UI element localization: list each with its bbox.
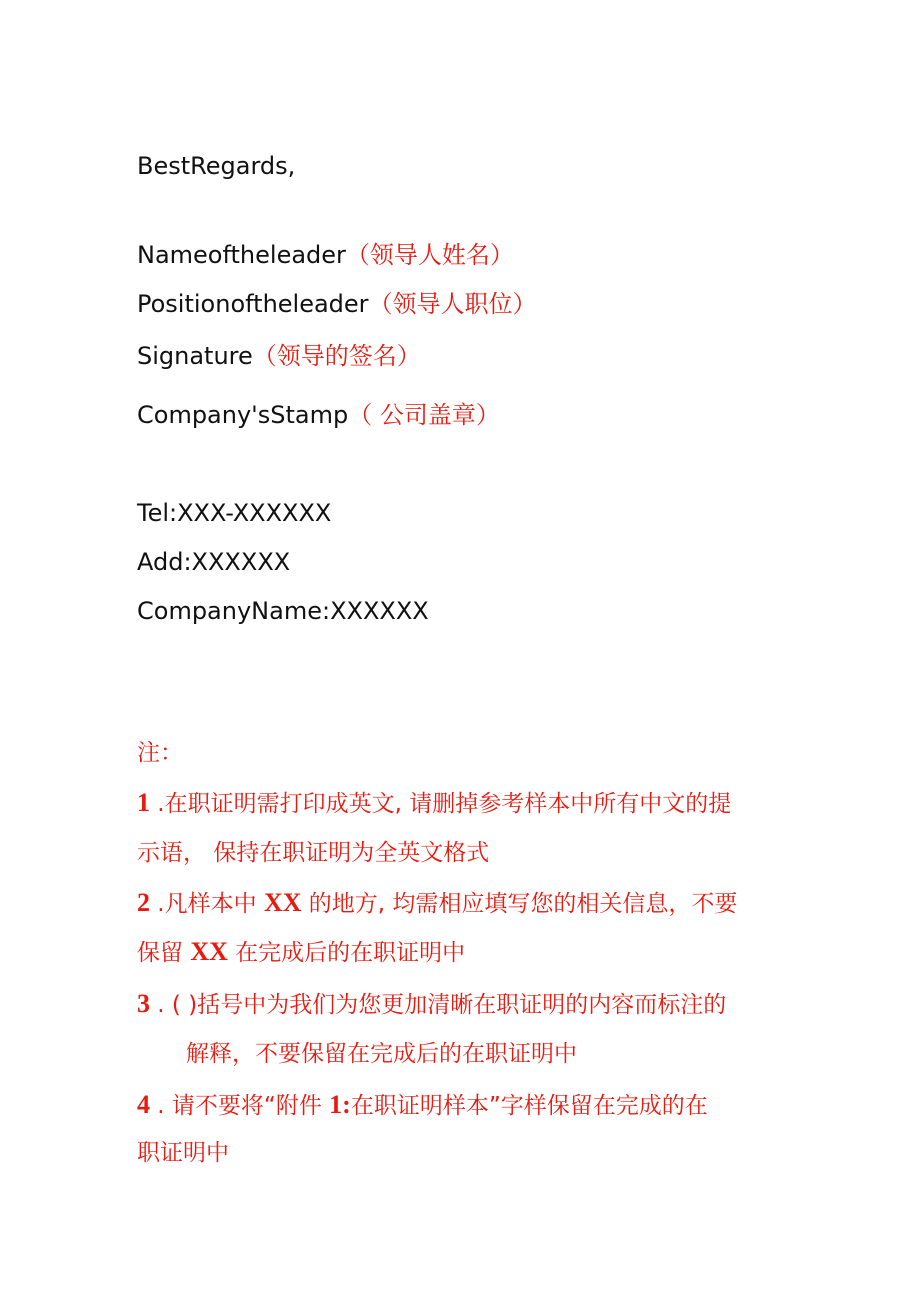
note-2-xx: XX [263,888,302,917]
note-4-number: 4 [137,1090,150,1119]
leader-position-zh: （领导人职位） [368,290,537,318]
signature-zh: （领导的签名） [252,342,421,370]
company-name-text: CompanyName:XXXXXX [137,597,429,625]
note-1-line-2 [137,838,489,868]
company-name-line [137,596,429,626]
tel-text: Tel:XXX-XXXXXX [137,499,332,527]
note-2-line-1 [137,888,737,919]
note-3-number: 3 [137,989,150,1018]
address-line [137,547,290,577]
note-4-line-2 [137,1138,229,1168]
note-4-line-1 [137,1090,708,1121]
closing-line [137,151,295,181]
company-stamp-en: Company'sStamp [137,401,349,429]
note-4-text-c: 在职证明样本”字样保留在完成的在 [350,1093,708,1119]
note-4-text-2: 职证明中 [137,1140,229,1166]
leader-position-line [137,289,537,319]
company-stamp-line [137,400,500,430]
leader-name-zh: （领导人姓名） [345,241,514,269]
note-3-line-2 [186,1039,577,1069]
note-2-xx-2: XX [190,937,228,966]
note-1-line-1 [137,788,731,819]
notes-heading [137,738,183,768]
note-2-text-a: .凡样本中 [150,891,264,917]
leader-name-line [137,240,514,270]
note-1-text-1: .在职证明需打印成英文, 请删掉参考样本中所有中文的提 [150,791,732,817]
leader-position-en: Positionoftheleader [137,290,369,318]
note-2-line-2 [137,937,465,968]
note-3-line-1 [137,989,726,1020]
signature-en: Signature [137,342,253,370]
note-2-number: 2 [137,888,150,917]
note-2-text-d: 在完成后的在职证明中 [227,940,466,966]
leader-name-en: Nameoftheleader [137,241,346,269]
note-3-text-1: . ( )括号中为我们为您更加清晰在职证明的内容而标注的 [150,992,727,1018]
note-1-text-2: 示语， 保持在职证明为全英文格式 [137,840,490,866]
note-4-text-b: 1: [329,1090,351,1119]
signature-line [137,341,421,371]
note-3-text-2: 解释，不要保留在完成后的在职证明中 [186,1041,577,1067]
closing-text: BestRegards, [137,152,296,180]
notes-heading-text: 注： [137,740,183,766]
company-stamp-zh: （ 公司盖章） [348,401,500,429]
tel-line [137,498,331,528]
note-2-text-b: 的地方, 均需相应填写您的相关信息，不要 [301,891,738,917]
note-4-text-a: . 请不要将“附件 [150,1093,330,1119]
note-2-text-c: 保留 [137,940,191,966]
address-text: Add:XXXXXX [137,548,291,576]
note-1-number: 1 [137,788,150,817]
